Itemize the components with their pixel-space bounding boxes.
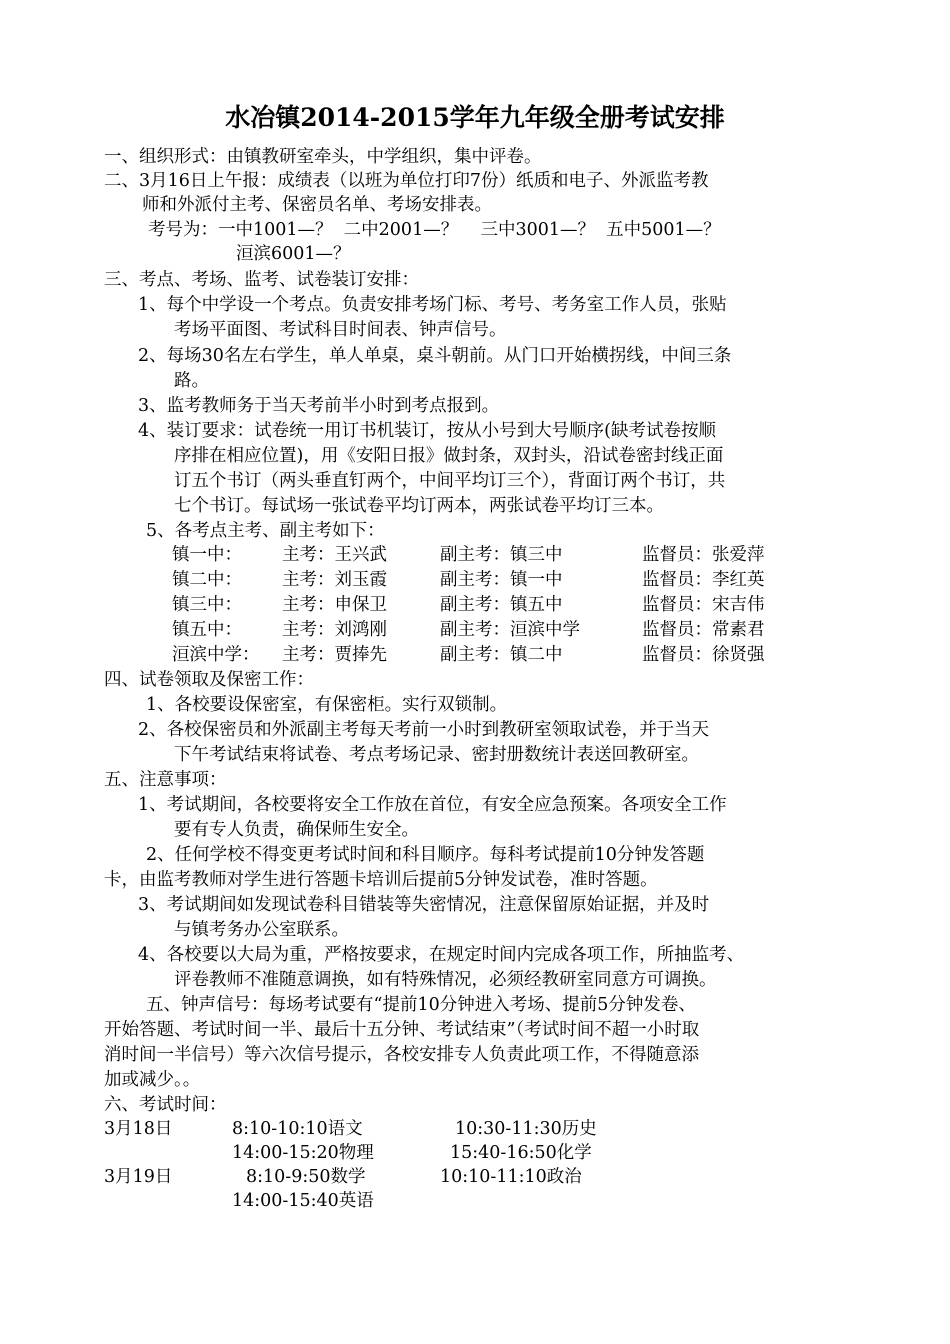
staff-supervisor: 监督员：宋吉伟: [642, 595, 765, 615]
section-1: 一、组织形式：由镇教研室牵头，中学组织，集中评卷。: [104, 147, 542, 167]
section-5-item-5-line-2: 开始答题、考试时间一半、最后十五分钟、考试结束”（考试时间不超一小时取: [104, 1020, 700, 1040]
staff-row: [0, 593, 950, 617]
exam-number-line-2: 洹滨6001—？: [236, 244, 351, 264]
schedule-session: 10:10-11:10政治: [440, 1167, 582, 1187]
section-2-line-2: 师和外派付主考、保密员名单、考场安排表。: [142, 195, 492, 215]
staff-chief: 主考：刘玉霞: [282, 570, 387, 590]
staff-school: 镇一中：: [172, 545, 242, 565]
section-3-item-1-line-1: 1、每个中学设一个考点。负责安排考场门标、考号、考务室工作人员，张贴: [138, 295, 727, 315]
section-5-item-3-line-2: 与镇考务办公室联系。: [174, 920, 349, 940]
section-6-heading: 六、考试时间：: [104, 1095, 227, 1115]
section-3-item-5: 5、各考点主考、副主考如下：: [146, 521, 385, 541]
staff-chief: 主考：申保卫: [282, 595, 387, 615]
staff-deputy: 副主考：镇一中: [440, 570, 563, 590]
section-3-item-2-line-2: 路。: [174, 371, 209, 391]
schedule-session: 14:00-15:40英语: [232, 1191, 374, 1211]
section-5-item-1-line-2: 要有专人负责，确保师生安全。: [174, 820, 419, 840]
staff-row: [0, 543, 950, 567]
schedule-session: 10:30-11:30历史: [455, 1119, 597, 1139]
section-5-heading: 五、注意事项：: [104, 770, 227, 790]
staff-school: 镇二中：: [172, 570, 242, 590]
schedule-session: 15:40-16:50化学: [450, 1143, 592, 1163]
staff-chief: 主考：刘鸿刚: [282, 620, 387, 640]
section-5-item-4-line-2: 评卷教师不准随意调换，如有特殊情况，必须经教研室同意方可调换。: [174, 970, 717, 990]
section-3-heading: 三、考点、考场、监考、试卷装订安排：: [104, 270, 419, 290]
staff-supervisor: 监督员：常素君: [642, 620, 765, 640]
section-4-item-2-line-1: 2、各校保密员和外派副主考每天考前一小时到教研室领取试卷，并于当天: [138, 720, 710, 740]
staff-school: 洹滨中学：: [172, 645, 260, 665]
schedule-row-day1-b: [0, 1141, 950, 1165]
section-5-item-3-line-1: 3、考试期间如发现试卷科目错装等失密情况，注意保留原始证据，并及时: [138, 895, 710, 915]
staff-supervisor: 监督员：徐贤强: [642, 645, 765, 665]
section-5-item-5-line-3: 消时间一半信号）等六次信号提示，各校安排专人负责此项工作，不得随意添: [104, 1045, 699, 1065]
staff-chief: 主考：王兴武: [282, 545, 387, 565]
staff-deputy: 副主考：镇三中: [440, 545, 563, 565]
staff-supervisor: 监督员：张爱萍: [642, 545, 765, 565]
staff-row: [0, 618, 950, 642]
schedule-row-day2-a: [0, 1165, 950, 1189]
schedule-session: 8:10-10:10语文: [232, 1119, 363, 1139]
section-5-item-2-line-1: 2、任何学校不得变更考试时间和科目顺序。每科考试提前10分钟发答题: [146, 845, 705, 865]
exam-number-line-1: 考号为：一中1001—？ 二中2001—？ 三中3001—？ 五中5001—？: [148, 220, 721, 240]
section-5-item-4-line-1: 4、各校要以大局为重，严格按要求，在规定时间内完成各项工作，所抽监考、: [138, 945, 745, 965]
staff-row: [0, 568, 950, 592]
schedule-date: 3月18日: [104, 1119, 173, 1139]
schedule-session: 14:00-15:20物理: [232, 1143, 374, 1163]
document-title: 水冶镇2014-2015学年九年级全册考试安排: [225, 103, 725, 132]
section-5-item-2-line-2: 卡，由监考教师对学生进行答题卡培训后提前5分钟发试卷，准时答题。: [104, 870, 658, 890]
section-4-item-1: 1、各校要设保密室，有保密柜。实行双锁制。: [146, 695, 508, 715]
schedule-row-day2-b: [0, 1189, 950, 1213]
section-3-item-4-line-3: 订五个书订（两头垂直钉两个，中间平均订三个），背面订两个书订，共: [174, 471, 726, 491]
section-5-item-1-line-1: 1、考试期间，各校要将安全工作放在首位，有安全应急预案。各项安全工作: [138, 795, 727, 815]
section-3-item-3: 3、监考教师务于当天考前半小时到考点报到。: [138, 396, 500, 416]
section-3-item-1-line-2: 考场平面图、考试科目时间表、钟声信号。: [174, 320, 507, 340]
section-3-item-2-line-1: 2、每场30名左右学生，单人单桌，桌斗朝前。从门口开始横拐线，中间三条: [138, 346, 732, 366]
staff-chief: 主考：贾捧先: [282, 645, 387, 665]
staff-deputy: 副主考：镇二中: [440, 645, 563, 665]
staff-row: [0, 643, 950, 667]
section-5-item-5-line-1: 五、钟声信号：每场考试要有“提前10分钟进入考场、提前5分钟发卷、: [146, 995, 696, 1015]
schedule-row-day1-a: [0, 1117, 950, 1141]
staff-school: 镇五中：: [172, 620, 242, 640]
section-3-item-4-line-4: 七个书订。每试场一张试卷平均订两本，两张试卷平均订三本。: [174, 496, 664, 516]
section-3-item-4-line-2: 序排在相应位置)，用《安阳日报》做封条，双封头，沿试卷密封线正面: [174, 446, 724, 466]
staff-deputy: 副主考：镇五中: [440, 595, 563, 615]
section-4-heading: 四、试卷领取及保密工作：: [104, 670, 314, 690]
staff-deputy: 副主考：洹滨中学: [440, 620, 580, 640]
section-4-item-2-line-2: 下午考试结束将试卷、考点考场记录、密封册数统计表送回教研室。: [174, 745, 699, 765]
section-2-line-1: 二、3月16日上午报：成绩表（以班为单位打印7份）纸质和电子、外派监考教: [104, 171, 709, 191]
section-5-item-5-line-4: 加或减少。。: [104, 1070, 201, 1090]
schedule-date: 3月19日: [104, 1167, 173, 1187]
schedule-session: 8:10-9:50数学: [246, 1167, 366, 1187]
staff-school: 镇三中：: [172, 595, 242, 615]
section-3-item-4-line-1: 4、装订要求：试卷统一用订书机装订，按从小号到大号顺序(缺考试卷按顺: [138, 421, 716, 441]
staff-supervisor: 监督员：李红英: [642, 570, 765, 590]
